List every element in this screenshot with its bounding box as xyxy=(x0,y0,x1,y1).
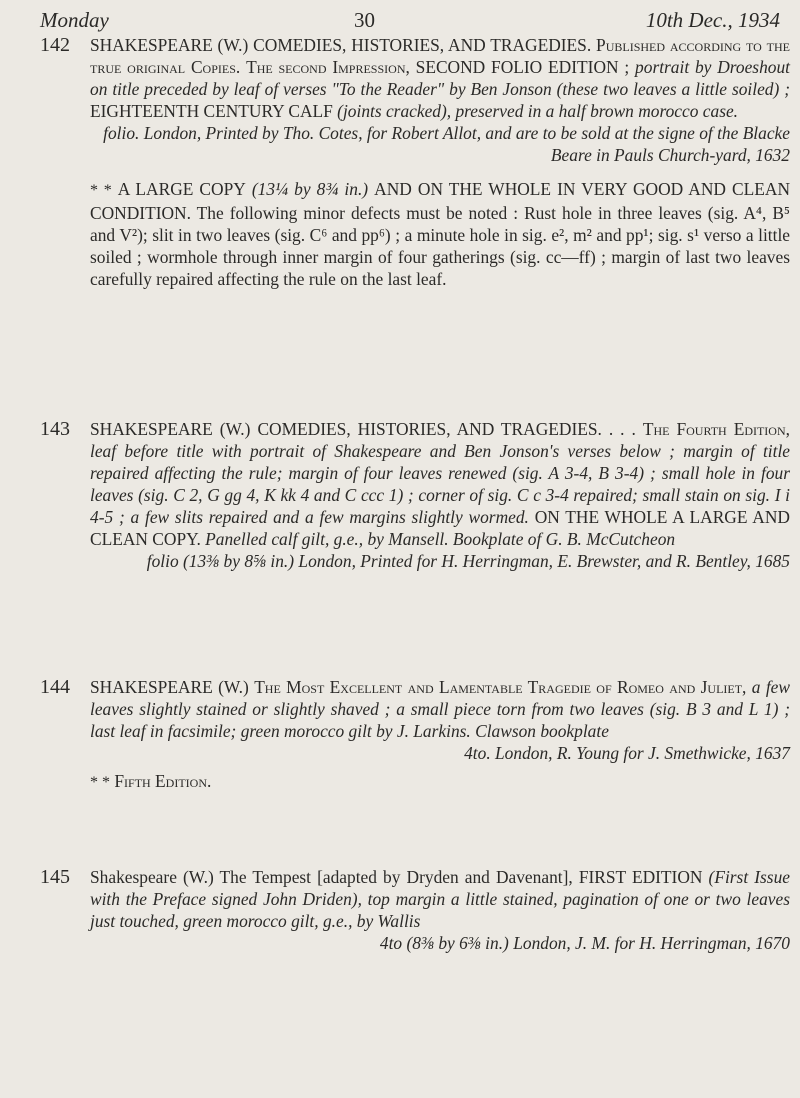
lot-142 xyxy=(40,34,790,290)
lot-author: SHAKESPEARE (W.) xyxy=(90,35,249,55)
lot-condition: a few leaves slightly stained or slightly shaved ; a small piece torn from two leaves (sig. B 3 and L 1) ; last leaf in facsimile; green morocco gilt by J. Larkins. Clawson bookplate xyxy=(90,677,790,741)
lot-145 xyxy=(40,866,790,954)
lot-143 xyxy=(40,418,790,572)
header-date: 10th Dec., 1934 xyxy=(645,8,780,32)
note-lead: A LARGE COPY xyxy=(117,179,246,199)
lot-condition: leaf before title with portrait of Shakespeare and Ben Jonson's verses below ; margin of title repaired affecting the rule; margin of four leaves renewed (sig. A 3-4, B 3-4) ; small hole in four leaves (sig. C 2, G gg 4, K kk 4 and C ccc 1) ; corner of sig. C c 3-4 repaired; small stain on sig. I i 4-5 ; a few slits repaired and a few margins slightly wormed. xyxy=(90,441,790,527)
lot-condition-summary: ON THE WHOLE A LARGE AND CLEAN COPY. xyxy=(90,507,790,549)
lot-title: COMEDIES, HISTORIES, AND TRAGEDIES. xyxy=(253,35,592,55)
lot-binding: EIGHTEENTH CENTURY CALF xyxy=(90,101,333,121)
lot-description xyxy=(90,676,790,794)
lot-author: SHAKESPEARE (W.) xyxy=(90,419,251,439)
note-defects: The following minor defects must be noted : Rust hole in three leaves (sig. A⁴, B⁵ and V²); slit in two leaves (sig. C⁶ and pp⁶) ; a minute hole in sig. e², m² and pp¹; sig. s¹ verso a little soiled ; wormhole through inner margin of four gatherings (sig. cc—ff) ; margin of last two leaves carefully repaired affecting the rule on the last leaf. xyxy=(90,203,790,289)
lot-author: Shakespeare (W.) xyxy=(90,867,214,887)
header-page-number: 30 xyxy=(354,8,375,32)
lot-title: COMEDIES, HISTORIES, AND TRAGEDIES. . . . xyxy=(257,419,636,439)
lot-144 xyxy=(40,676,790,794)
lot-subtitle: Published according to the true original Copies. xyxy=(90,35,790,77)
note-size: (13¼ by 8¾ in.) xyxy=(251,179,369,199)
lot-edition: The Fourth Edition, xyxy=(642,419,790,439)
note-edition: Fifth Edition. xyxy=(114,771,212,791)
header-day: Monday xyxy=(40,8,109,32)
lot-edition: The second Impression, SECOND FOLIO EDITION ; xyxy=(246,57,630,77)
lot-condition: (First Issue with the Preface signed John Driden), top margin a little stained, pagination of one or two leaves just touched, green morocco gilt, g.e., by Wallis xyxy=(90,867,790,931)
lot-number: 143 xyxy=(40,418,70,440)
lot-imprint: 4to. London, R. Young for J. Smethwicke, 1637 xyxy=(464,743,790,763)
lot-imprint: folio (13⅜ by 8⅝ in.) London, Printed for H. Herringman, E. Brewster, and R. Bentley, 1685 xyxy=(146,551,790,571)
lot-binding-detail: Panelled calf gilt, g.e., by Mansell. Bookplate of G. B. McCutcheon xyxy=(205,529,676,549)
note-asterisks: * * xyxy=(90,774,110,791)
lot-title: The Tempest [adapted by Dryden and Davenant], FIRST EDITION xyxy=(219,867,703,887)
lot-imprint: folio. London, Printed by Tho. Cotes, for Robert Allot, and are to be sold at the signe of the Blacke Beare in Pauls Church-yard, 1632 xyxy=(103,123,790,165)
note-condition: AND ON THE WHOLE IN VERY GOOD AND CLEAN CONDITION. xyxy=(90,179,790,223)
note-asterisks: * * xyxy=(90,182,112,199)
lot-description xyxy=(90,34,790,290)
lot-number: 145 xyxy=(40,866,70,888)
lot-description xyxy=(90,418,790,572)
lot-note xyxy=(90,770,790,794)
lot-condition: portrait by Droeshout on title preceded by leaf of verses "To the Reader" by Ben Jonson (these two leaves a little soiled) ; xyxy=(90,57,790,99)
lot-binding-detail: (joints cracked), preserved in a half brown morocco case. xyxy=(337,101,739,121)
lot-imprint: 4to (8⅜ by 6⅜ in.) London, J. M. for H. Herringman, 1670 xyxy=(379,933,790,953)
lot-description xyxy=(90,866,790,954)
lot-number: 142 xyxy=(40,34,70,56)
lot-number: 144 xyxy=(40,676,70,698)
lot-author: SHAKESPEARE (W.) xyxy=(90,677,249,697)
lot-note xyxy=(90,178,790,290)
lot-title: The Most Excellent and Lamentable Tragedie of Romeo and Juliet, xyxy=(254,677,747,697)
